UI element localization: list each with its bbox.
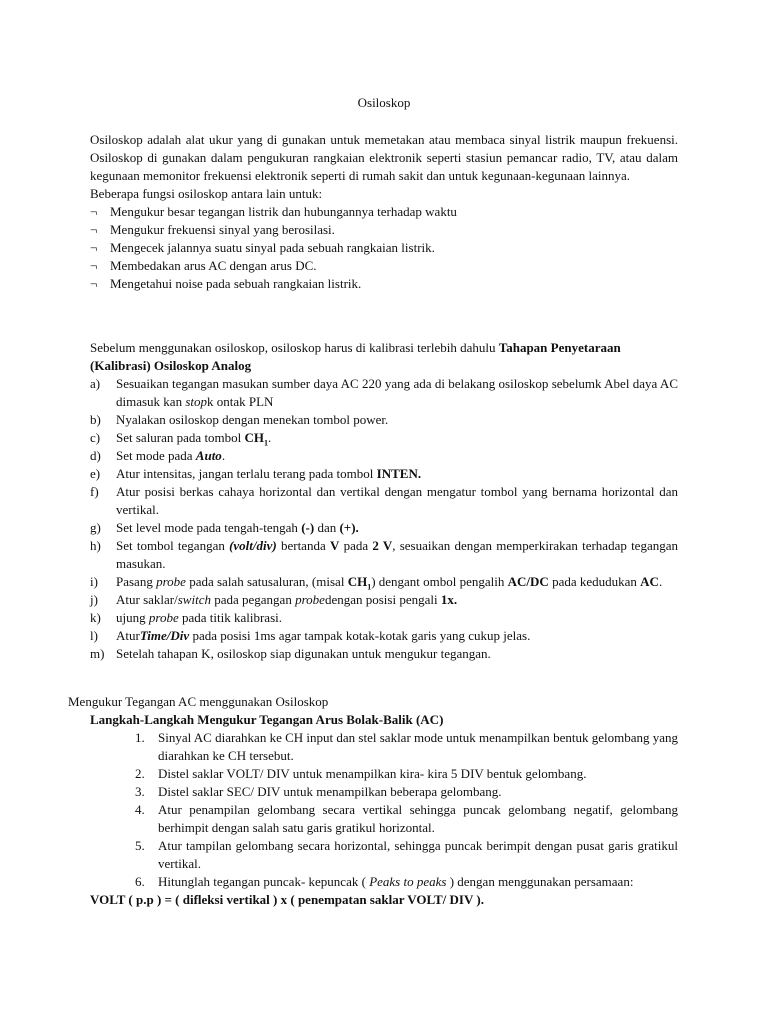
- bullet-icon: ¬: [90, 204, 98, 219]
- ac-heading: Mengukur Tegangan AC menggunakan Osiloskop: [68, 694, 329, 709]
- formula: VOLT ( p.p ) = ( difleksi vertikal ) x ( penempatan saklar VOLT/ DIV ).: [90, 892, 484, 907]
- calibration-heading: Tahapan Penyetaraan (Kalibrasi) Osiloskop Analog: [90, 340, 621, 373]
- functions-heading: Beberapa fungsi osiloskop antara lain untuk:: [90, 186, 323, 201]
- functions-list: [90, 203, 678, 293]
- calibration-step-a: a) Sesuaikan tegangan masukan sumber daya AC 220 yang ada di belakang osiloskop sebelumk Abel daya AC dimasuk kan stopk ontak PLN: [90, 376, 678, 409]
- page-title: Osiloskop: [357, 95, 411, 110]
- bullet-icon: ¬: [90, 222, 98, 237]
- calibration-section: [90, 339, 678, 663]
- calibration-step-l: l) AturTime/Div pada posisi 1ms agar tampak kotak-kotak garis yang cukup jelas.: [90, 628, 531, 643]
- calibration-step-d: d) Set mode pada Auto.: [90, 448, 226, 463]
- bullet-icon: ¬: [90, 276, 98, 291]
- calibration-step-b: b) Nyalakan osiloskop dengan menekan tombol power.: [90, 412, 389, 427]
- function-item: ¬ Mengecek jalannya suatu sinyal pada sebuah rangkaian listrik.: [90, 240, 435, 255]
- calibration-step-f: f) Atur posisi berkas cahaya horizontal dan vertikal dengan mengatur tombol yang bernama horizontal dan vertikal.: [90, 484, 678, 517]
- function-item: ¬ Mengukur frekuensi sinyal yang berosilasi.: [90, 222, 335, 237]
- function-item: ¬ Mengetahui noise pada sebuah rangkaian listrik.: [90, 276, 362, 291]
- ac-step: 5. Atur tampilan gelombang secara horizontal, sehingga puncak berimpit dengan pusat garis gratikul vertikal.: [135, 838, 678, 871]
- calibration-step-e: e) Atur intensitas, jangan terlalu terang pada tombol INTEN.: [90, 466, 422, 481]
- bullet-icon: ¬: [90, 240, 98, 255]
- intro-section: [90, 131, 678, 293]
- calibration-step-m: m) Setelah tahapan K, osiloskop siap digunakan untuk mengukur tegangan.: [90, 646, 491, 661]
- calibration-step-c: c) Set saluran pada tombol $CH_1$.: [90, 430, 272, 448]
- ac-step: 2. Distel saklar VOLT/ DIV untuk menampilkan kira- kira 5 DIV bentuk gelombang.: [135, 766, 587, 781]
- ac-subheading: Langkah-Langkah Mengukur Tegangan Arus Bolak-Balik (AC): [90, 712, 444, 727]
- ac-section: [90, 711, 678, 909]
- calibration-intro: Sebelum menggunakan osiloskop, osiloskop harus di kalibrasi terlebih dahulu Tahapan Penyetaraan (Kalibrasi) Osiloskop Analog: [90, 340, 621, 373]
- ac-step: 4. Atur penampilan gelombang secara vertikal sehingga puncak gelombang negatif, gelombang berhimpit dengan salah satu garis gratikul horizontal.: [135, 802, 678, 835]
- calibration-step-j: j) Atur saklar/switch pada pegangan probedengan posisi pengali 1x.: [90, 592, 458, 607]
- function-item: ¬ Membedakan arus AC dengan arus DC.: [90, 258, 317, 273]
- ac-step: 1. Sinyal AC diarahkan ke CH input dan stel saklar mode untuk menampilkan bentuk gelombang yang diarahkan ke CH tersebut.: [135, 730, 678, 763]
- function-item: ¬ Mengukur besar tegangan listrik dan hubungannya terhadap waktu: [90, 204, 457, 219]
- calibration-step-k: k) ujung probe pada titik kalibrasi.: [90, 610, 282, 625]
- bullet-icon: ¬: [90, 258, 98, 273]
- ac-steps: [90, 729, 678, 891]
- calibration-steps: [90, 375, 678, 663]
- calibration-step-h: h) Set tombol tegangan (volt/div) bertanda V pada 2 V, sesuaikan dengan memperkirakan terhadap tegangan masukan.: [90, 538, 678, 571]
- ac-step: 3. Distel saklar SEC/ DIV untuk menampilkan beberapa gelombang.: [135, 784, 502, 799]
- ac-step: 6. Hitunglah tegangan puncak- kepuncak ( Peaks to peaks ) dengan menggunakan persamaan:: [135, 874, 634, 889]
- intro-paragraph: Osiloskop adalah alat ukur yang di gunakan untuk memetakan atau membaca sinyal listrik maupun frekuensi. Osiloskop di gunakan dalam pengukuran rangkaian elektronik seperti stasiun pemancar radio, TV, atau dalam kegunaan memonitor frekuensi elektronik seperti di rumah sakit dan untuk kegunaan-kegunaan lainnya.: [90, 132, 678, 183]
- calibration-step-i: i) Pasang probe pada salah satusaluran, (misal $CH_1$) dengant ombol pengalih AC/DC pada kedudukan AC.: [90, 574, 663, 592]
- calibration-step-g: g) Set level mode pada tengah-tengah (-) dan (+).: [90, 520, 359, 535]
